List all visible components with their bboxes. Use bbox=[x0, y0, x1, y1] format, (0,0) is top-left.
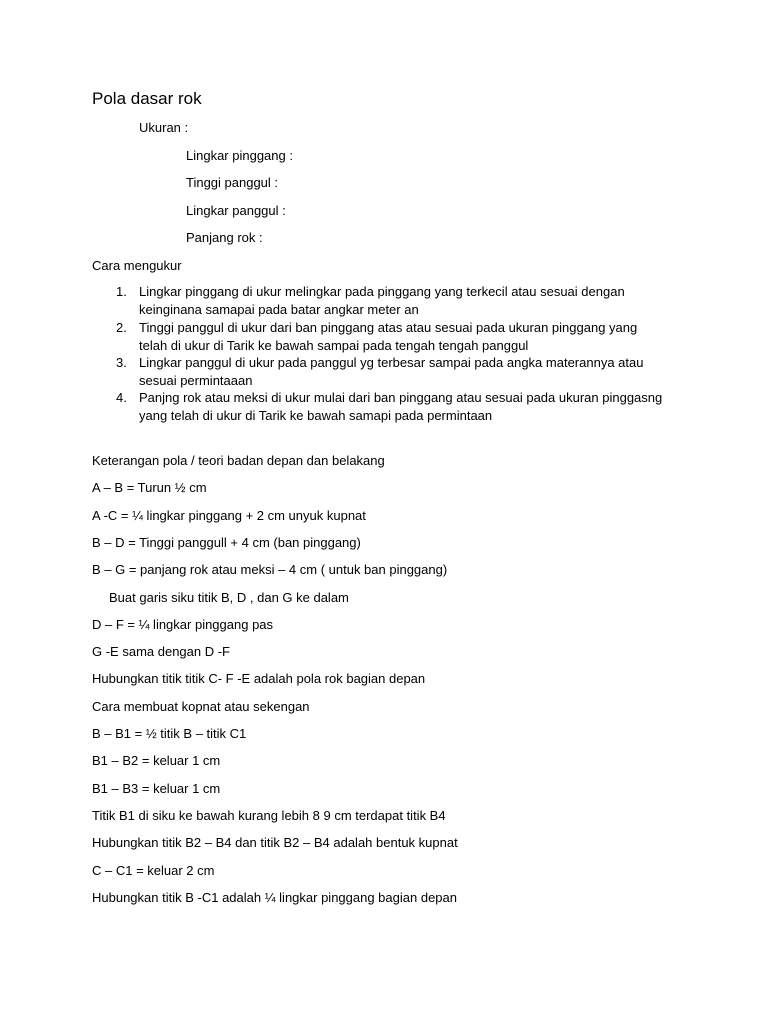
list-item-number: 4. bbox=[116, 390, 127, 405]
list-item-number: 2. bbox=[116, 320, 127, 335]
keterangan-line: D – F = ¼ lingkar pinggang pas bbox=[92, 617, 274, 632]
keterangan-line: Buat garis siku titik B, D , dan G ke dalam bbox=[109, 590, 349, 605]
list-item-number: 1. bbox=[116, 284, 127, 299]
keterangan-line: B – D = Tinggi panggull + 4 cm (ban pinggang) bbox=[92, 535, 361, 550]
keterangan-line: A – B = Turun ½ cm bbox=[92, 480, 207, 495]
keterangan-heading: Keterangan pola / teori badan depan dan belakang bbox=[92, 453, 385, 468]
keterangan-line: Hubungkan titik B -C1 adalah ¼ lingkar pinggang bagian depan bbox=[92, 890, 457, 905]
keterangan-line: Hubungkan titik titik C- F -E adalah pola rok bagian depan bbox=[92, 671, 426, 686]
document-title: Pola dasar rok bbox=[92, 89, 202, 108]
cara-mengukur-heading: Cara mengukur bbox=[92, 258, 182, 273]
keterangan-line: B1 – B3 = keluar 1 cm bbox=[92, 781, 221, 796]
list-item-number: 3. bbox=[116, 355, 127, 370]
keterangan-line: A -C = ¼ lingkar pinggang + 2 cm unyuk kupnat bbox=[92, 508, 366, 523]
ukuran-field: Lingkar pinggang : bbox=[186, 148, 293, 163]
list-item-text: Lingkar panggul di ukur pada panggul yg terbesar sampai pada angka materannya atau sesuai permintaaan bbox=[139, 355, 644, 388]
keterangan-line: B1 – B2 = keluar 1 cm bbox=[92, 753, 221, 768]
keterangan-line: C – C1 = keluar 2 cm bbox=[92, 863, 215, 878]
keterangan-line: B – G = panjang rok atau meksi – 4 cm ( untuk ban pinggang) bbox=[92, 562, 448, 577]
keterangan-line: B – B1 = ½ titik B – titik C1 bbox=[92, 726, 247, 741]
keterangan-line: Hubungkan titik B2 – B4 dan titik B2 – B4 adalah bentuk kupnat bbox=[92, 835, 458, 850]
list-item-text: Lingkar pinggang di ukur melingkar pada pinggang yang terkecil atau sesuai dengan keinginana samapai pada batar angkar meter an bbox=[139, 284, 625, 317]
list-item-text: Panjng rok atau meksi di ukur mulai dari ban pinggang atau sesuai pada ukuran pinggasng yang telah di ukur di Tarik ke bawah samapi pada permintaan bbox=[139, 390, 663, 423]
keterangan-line: G -E sama dengan D -F bbox=[92, 644, 230, 659]
ukuran-field: Lingkar panggul : bbox=[186, 203, 286, 218]
ukuran-field: Tinggi panggul : bbox=[186, 175, 279, 190]
keterangan-line: Cara membuat kopnat atau sekengan bbox=[92, 699, 310, 714]
keterangan-line: Titik B1 di siku ke bawah kurang lebih 8 9 cm terdapat titik B4 bbox=[92, 808, 446, 823]
list-item-text: Tinggi panggul di ukur dari ban pinggang atas atau sesuai pada ukuran pinggang yang telah di ukur di Tarik ke bawah sampai pada tengah tengah panggul bbox=[139, 320, 638, 353]
ukuran-field: Panjang rok : bbox=[186, 230, 263, 245]
ukuran-label: Ukuran : bbox=[139, 120, 189, 135]
